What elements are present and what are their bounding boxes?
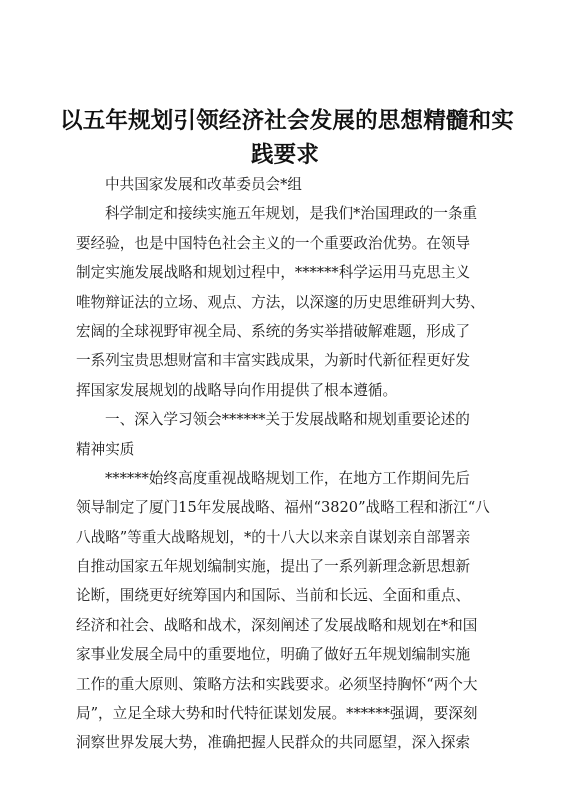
- paragraph-1-line: 挥国家发展规划的战略导向作用提供了根本遵循。: [76, 381, 398, 399]
- paragraph-2-line: 八战略”等重大战略规划，*的十八大以来亲自谋划亲自部署亲: [76, 528, 471, 546]
- document-body: [76, 170, 496, 758]
- paragraph-2-line: 家事业发展全局中的重要地位，明确了做好五年规划编制实施: [76, 646, 471, 664]
- paragraph-1-line: 一系列宝贵思想财富和丰富实践成果，为新时代新征程更好发: [76, 352, 471, 370]
- section-heading-line: 一、深入学习领会******关于发展战略和规划重要论述的: [105, 411, 470, 429]
- paragraph-2-line: ******始终高度重视战略规划工作，在地方工作期间先后: [105, 469, 470, 487]
- title-line-1: 以五年规划引领经济社会发展的思想精髓和实: [60, 108, 515, 134]
- paragraph-2-line: 工作的重大原则、策略方法和实践要求。必须坚持胸怀“两个大: [76, 675, 478, 693]
- paragraph-1-line: 制定实施发展战略和规划过程中，******科学运用马克思主义: [76, 264, 471, 282]
- paragraph-1-line: 科学制定和接续实施五年规划，是我们*治国理政的一条重: [105, 205, 478, 223]
- author-line: 中共国家发展和改革委员会*组: [105, 176, 303, 193]
- paragraph-1-line: 唯物辩证法的立场、观点、方法，以深邃的历史思维研判大势、: [76, 293, 485, 311]
- paragraph-2-line: 洞察世界发展大势，准确把握人民群众的共同愿望，深入探索: [76, 734, 471, 752]
- paragraph-2-line: 领导制定了厦门15年发展战略、福州“3820”战略工程和浙江“八: [76, 499, 490, 517]
- paragraph-2-line: 经济和社会、战略和战术，深刻阐述了发展战略和规划在*和国: [76, 616, 478, 634]
- paragraph-2-line: 论断，围绕更好统筹国内和国际、当前和长远、全面和重点、: [76, 587, 471, 605]
- paragraph-2-line: 自推动国家五年规划编制实施，提出了一系列新理念新思想新: [76, 558, 471, 576]
- paragraph-1-line: 要经验，也是中国特色社会主义的一个重要政治优势。在领导: [76, 234, 471, 252]
- section-heading-line: 精神实质: [76, 440, 135, 458]
- document-title: [60, 104, 515, 172]
- paragraph-2-line: 局”，立足全球大势和时代特征谋划发展。******强调，要深刻: [76, 705, 478, 723]
- paragraph-1-line: 宏阔的全球视野审视全局、系统的务实举措破解难题，形成了: [76, 322, 471, 340]
- title-line-2: 践要求: [250, 142, 320, 168]
